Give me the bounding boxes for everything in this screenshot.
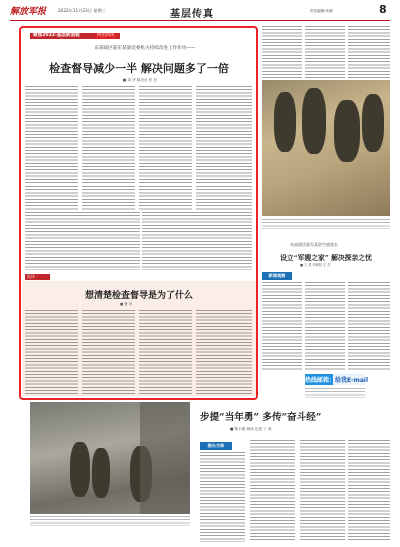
section-title: 基层传真: [170, 9, 214, 20]
main-body-col-2: [82, 86, 135, 184]
main-body-col-1: [25, 86, 78, 184]
right-top-text-3: [348, 26, 390, 78]
column-tag: 聚焦2022·基层新面貌: [33, 33, 80, 38]
email-address[interactable]: 给我E-mail: [335, 377, 369, 384]
right-photo-caption: [262, 219, 390, 229]
main-subtitle: 东部战区陆军某旅党委机关持续改进工作作风——: [94, 46, 196, 51]
main-body-wide-3: [25, 244, 140, 270]
soldier-figure: [274, 92, 296, 152]
newspaper-logo: 解放军报: [10, 7, 47, 17]
main-headline: 检查督导减少一半 解决问题多了一倍: [49, 62, 229, 75]
main-body-col-2b: [82, 186, 135, 210]
main-body-col-4b: [196, 186, 252, 210]
training-photo: [30, 402, 190, 514]
main-body-wide-1: [25, 212, 140, 242]
main-body-col-4: [196, 86, 252, 184]
right-story-byline: ■ 王 凯 李晓阳 左 杰: [300, 263, 331, 267]
soldier-figure: [302, 88, 326, 154]
masthead: [10, 4, 390, 21]
soldier-figure: [92, 448, 110, 498]
news-observation-label: 新闻观察: [262, 272, 292, 280]
soldiers-field-photo: [262, 80, 390, 216]
commentary-col-2: [82, 310, 135, 394]
bottom-body-col-2: [250, 440, 295, 542]
right-top-text-1: [262, 26, 302, 78]
commentary-author: ■ 鲁 彦: [120, 302, 133, 306]
commentary-col-1: [25, 310, 78, 394]
email-label: [305, 375, 368, 384]
main-body-wide-2: [142, 212, 252, 242]
right-story-kicker: 东部战区陆军某防空旅旅长: [290, 242, 338, 247]
issue-date: 2022年11月23日 星期三: [58, 8, 106, 13]
right-body-col-3: [348, 282, 390, 370]
main-byline: ■ 周 华 陈庆良 张 亮: [122, 78, 158, 82]
commentary-headline: 想清楚检查督导是为了什么: [84, 291, 193, 301]
commentary-tag: 短评: [27, 274, 35, 279]
right-top-text-2: [305, 26, 345, 78]
platoon-leader-label: 排长方阵: [200, 442, 232, 450]
main-body-col-3: [139, 86, 192, 184]
email-label-prefix: 热线邮箱：: [305, 377, 336, 384]
soldier-figure: [362, 94, 384, 152]
series-tag: 纠治四风: [97, 33, 115, 38]
commentary-col-4: [196, 310, 252, 394]
commentary-col-3: [139, 310, 192, 394]
right-story-headline: 设立“军嫂之家” 解决探亲之忧: [280, 254, 372, 262]
bottom-body-col-3: [300, 440, 345, 542]
bottom-story-headline: 步提“当年勇” 多传“奋斗经”: [200, 412, 322, 423]
soldier-figure: [70, 442, 90, 497]
soldier-figure: [334, 100, 360, 162]
editor-credit: 责任编辑/朱静: [310, 9, 333, 13]
email-info-text: [305, 388, 365, 398]
main-body-col-3b: [139, 186, 192, 210]
right-body-col-2: [305, 282, 345, 370]
bottom-photo-caption: [30, 516, 190, 526]
bottom-body-col-4: [348, 440, 390, 542]
bottom-story-byline: ■ 陈小燕 杨伟 记者 丁 涛: [230, 427, 272, 431]
building-wall: [140, 402, 190, 514]
right-body-col-1: [262, 282, 302, 370]
page-number: 8: [379, 3, 387, 16]
bottom-body-col-1: [200, 452, 245, 542]
main-body-col-1b: [25, 186, 78, 210]
main-body-wide-4: [142, 244, 252, 270]
